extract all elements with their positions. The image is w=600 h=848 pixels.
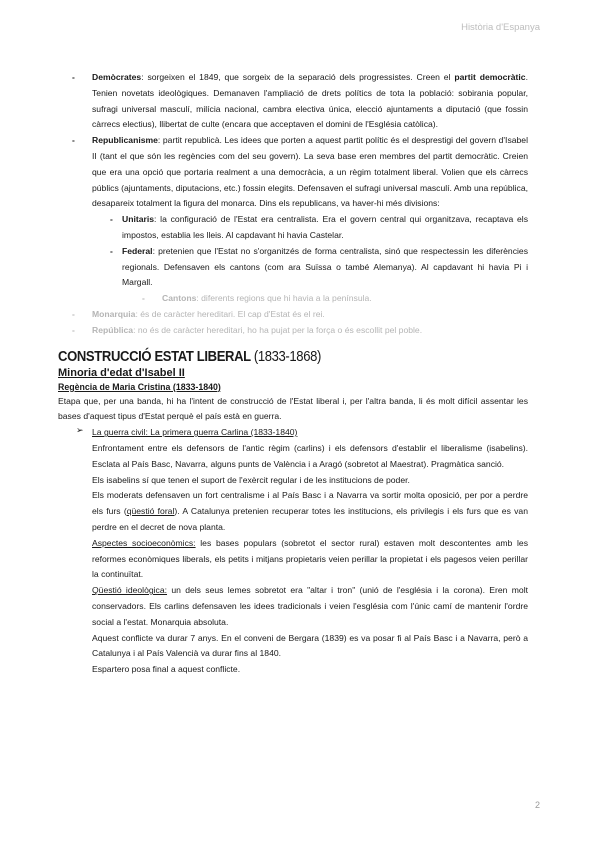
gray-list xyxy=(72,307,528,339)
subtitle: Minoria d'edat d'Isabel II xyxy=(58,366,185,379)
list-item-monarquia: - Monarquia: és de caràcter hereditari. El cap d'Estat és el rei. xyxy=(72,307,528,323)
list-item-federal: - Federal: pretenien que l'Estat no s'organitzés de forma centralista, sinó que respectessin les diferències regionals. Defensaven els cantons (com ara Suïssa o també Alemanya). Al capdavant hi havia Pi i Margall. xyxy=(92,244,528,291)
list-item-democrates: - Demòcrates: sorgeixen el 1849, que sorgeix de la separació dels progressistes. Creen el partit democràtic. Tenien novetats ideològiques. Demanaven l'ampliació de drets polítics de tota la població: sobirania popular, sufragi universal masculí, milícia nacional, cambra electiva única, elecció ajuntaments a diputació (que fossin càrrecs electius), llibertat de culte (encara que acceptaven el domini de l'Església catòlica). xyxy=(72,70,528,133)
list-item-republicanisme: - Republicanisme: partit republicà. Les idees que porten a aquest partit polític és el desprestigi del govern d'Isabel II (tant el que són les regències com del seu govern). La seva base eren membres del partit democràtic. Creien que era una opció que portaria realment a una democràcia, a un règim totalment liberal. Volien que els càrrecs públics (ajuntaments, diputacions, etc.) fossin elegits. Defensaven el sufragi universal masculí. Amb una república, desapareix totalment la figura del monarca. Dins els republicans, va haver-hi més divisions: xyxy=(72,133,528,212)
paragraph: Aspectes socioeconòmics: les bases populars (sobretot el sector rural) estaven molt descontentes amb les reformes econòmiques liberals, els petits i mitjans propietaris veien perillar la propietat i els pagesos veien perillar la continuïtat. xyxy=(92,537,528,580)
paragraph: Espartero posa final a aquest conflicte. xyxy=(92,664,241,675)
subsubtitle: Regència de Maria Cristina (1833-1840) xyxy=(58,381,221,392)
intro-paragraph: Etapa que, per una banda, hi ha l'intent de construcció de l'Estat liberal i, per l'altra banda, li és molt difícil assentar les bases d'aquest tipus d'Estat perquè el país està en guerra. xyxy=(58,395,528,422)
paragraph: Enfrontament entre els defensors de l'antic règim (carlins) i els defensors d'establir el liberalisme (isabelins). Esclata al País Basc, Navarra, alguns punts de València i a Aragó (sobretot al Maestrat). Pragmàtica sanció. xyxy=(92,442,528,469)
paragraph: Els isabelins sí que tenen el suport de l'exèrcit regular i de les institucions de poder. xyxy=(92,474,410,485)
document-body xyxy=(58,70,529,678)
war-title: La guerra civil: La primera guerra Carlina (1833-1840) xyxy=(92,427,298,438)
cantons-list xyxy=(142,291,528,307)
paragraph: Els moderats defensaven un fort centralisme i al País Basc i a Navarra va sortir molta oposició, per por a perdre els furs (qüestió foral). A Catalunya pretenien recuperar totes les institucions, els privilegis i els furs que es van perdre en el decret de nova planta. xyxy=(92,490,528,532)
war-heading xyxy=(72,425,528,441)
paragraph: Aquest conflicte va durar 7 anys. En el conveni de Bergara (1839) es va posar fi al País Basc i a Navarra, però a Catalunya i al País Valencià va durar fins al 1840. xyxy=(92,632,528,659)
parties-list xyxy=(72,70,528,212)
republican-divisions-list xyxy=(92,212,528,291)
page-number: 2 xyxy=(534,800,540,810)
term: Demòcrates xyxy=(92,72,142,82)
term: Republicanisme xyxy=(92,135,158,146)
paragraph: Qüestió ideològica: un dels seus lemes sobretot era "altar i tron" (unió de l'església i la corona). Eren molt conservadors. Els carlins defensaven les idees tradicionals i veien l'església com l'únic camí de mantenir l'ordre social a l'estat. Monarquia absoluta. xyxy=(92,585,529,627)
list-item-republica: - República: no és de caràcter hereditari, ho ha pujat per la força o és escollit pel poble. xyxy=(72,323,528,339)
section-title: CONSTRUCCIÓ ESTAT LIBERAL (1833-1868) xyxy=(58,348,321,365)
list-item-cantons: - Cantons: diferents regions que hi havia a la península. xyxy=(142,291,528,307)
war-body xyxy=(72,441,528,678)
page-header: Història d'Espanya xyxy=(461,22,540,33)
list-item-unitaris: - Unitaris: la configuració de l'Estat era centralista. Era el govern central qui organitzava, recaptava els impostos, establia les lleis. Al capdavant hi havia Castelar. xyxy=(92,212,528,244)
arrow-bullet-icon: ➢ xyxy=(76,425,84,436)
